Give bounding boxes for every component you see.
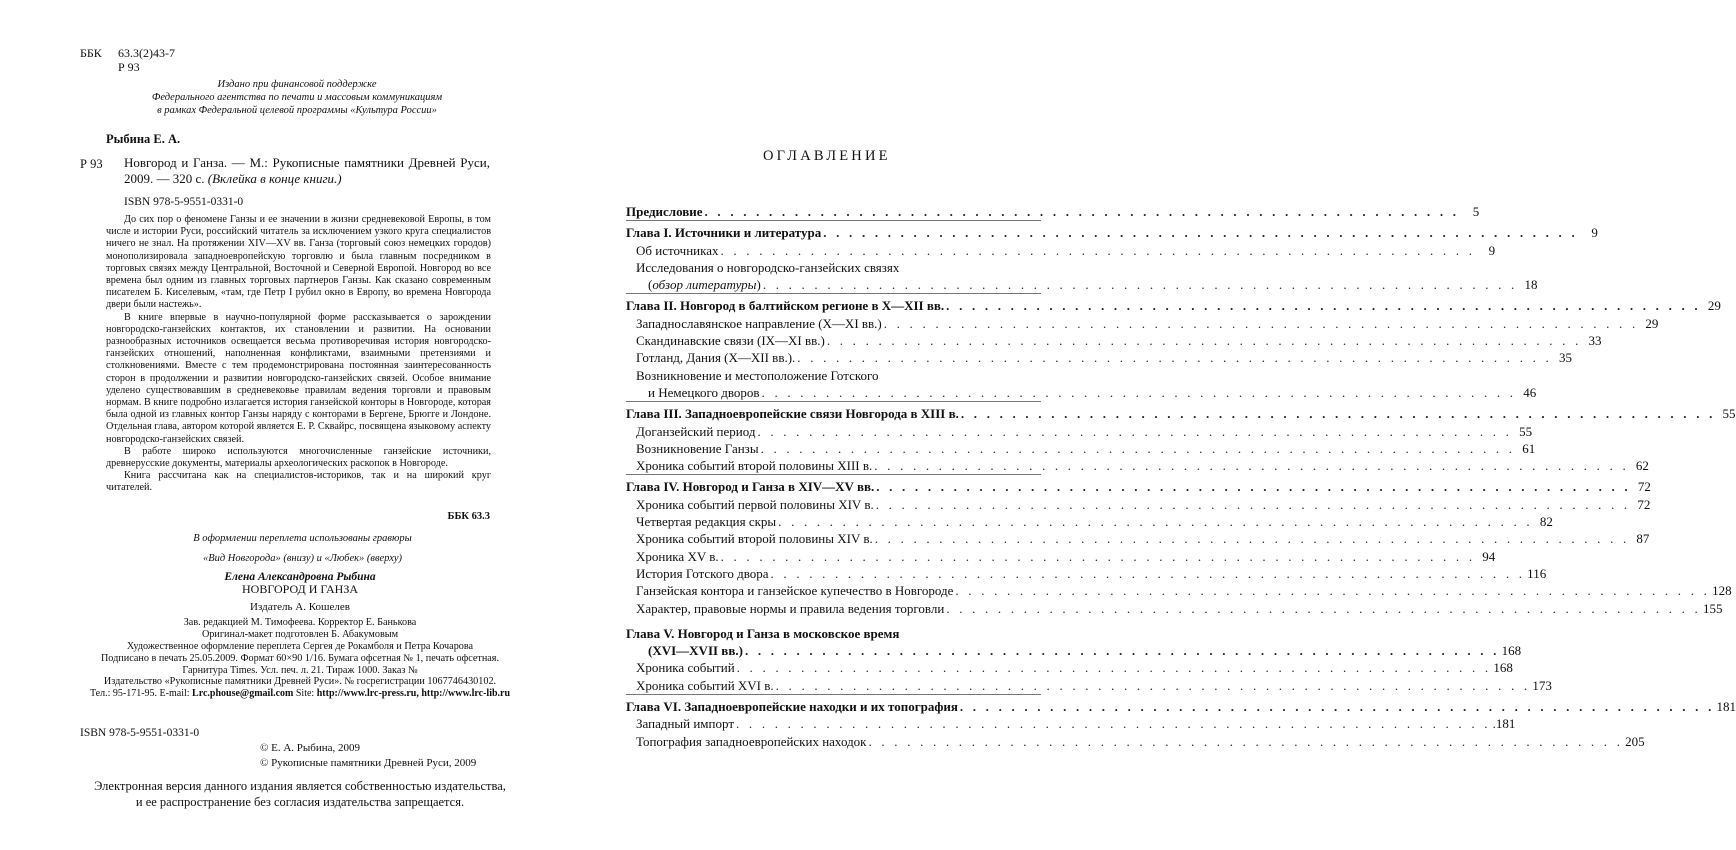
toc-leader-dots: . . . . . . . . . . . . . . . . . . . . . . . . . . . . . . . . . . . . . . . . . . . . . . . . . . . . . . . . . . .: [876, 479, 1631, 495]
toc-divider: [626, 401, 1041, 402]
toc-page-number: .181: [1492, 716, 1516, 732]
electronic-line: и ее распространение без согласия издательства запрещается.: [135, 794, 465, 809]
abstract-paragraph: В работе широко используются многочисленные ганзейские источники, древнерусские документы, материалы археологических раскопок в Новгороде.: [106, 445, 491, 470]
toc-page-number: 72: [1637, 496, 1651, 512]
copyright-publisher: © Рукописные памятники Древней Руси, 2009: [260, 757, 477, 769]
toc-leader-dots: . . . . . . . . . . . . . . . . . . . . . . . . . . . . . . . . . . . . . . . . . . . . . . . . . . . . . . . . . . .: [704, 204, 1460, 219]
imprint-author: Елена Александровна Рыбина: [224, 571, 376, 583]
imprint-book-title: НОВГОРОД И ГАНЗА: [241, 581, 359, 596]
toc-section[interactable]: [626, 496, 1651, 513]
toc-page-number: 168: [1493, 660, 1513, 676]
title-main: Новгород и Ганза. — М.: Рукописные памятники Древней Руси, 2009. — 320 с.: [124, 155, 490, 186]
toc-divider: [626, 474, 1041, 475]
imprint-publisher: Издатель А. Кошелев: [250, 600, 350, 613]
toc-chapter[interactable]: [626, 224, 1598, 241]
imprint-line: Оригинал-макет подготовлен Б. Абакумовым: [201, 629, 399, 641]
contacts-prefix: Тел.: 95-171-95. E-mail:: [89, 688, 193, 700]
toc-section[interactable]: [626, 548, 1496, 565]
toc-leader-dots: . . . . . . . . . . . . . . . . . . . . . . . . . . . . . . . . . . . . . . . . . . . . . . . . . . . . . . . . . . .: [736, 716, 1491, 732]
contacts-email[interactable]: Lrc.phouse@gmail.com: [192, 688, 294, 700]
toc-leader-dots: . . . . . . . . . . . . . . . . . . . . . . . . . . . . . . . . . . . . . . . . . . . . . . . . . . . . . . . . . . .: [775, 677, 1531, 693]
toc-leader-dots: . . . . . . . . . . . . . . . . . . . . . . . . . . . . . . . . . . . . . . . . . . . . . . . . . . . . . . . . . . .: [744, 643, 1500, 659]
toc-divider: [626, 293, 1041, 294]
toc-leader-dots: . . . . . . . . . . . . . . . . . . . . . . . . . . . . . . . . . . . . . . . . . . . . . . . . . . . . . . . . . . .: [875, 496, 1631, 512]
toc-entry-title: Предисловие: [626, 204, 703, 219]
toc-divider: [626, 694, 1041, 695]
toc-page-number: 173: [1532, 677, 1552, 693]
abstract-paragraph: До сих пор о феномене Ганзы и ее значении в жизни средневековой Европы, в том числе и истории Руси, российский читатель за исключением узкого круга специалистов ничего не знал. На протяжении XIV—XV вв. Ганза (торговый союз немецких городов) монополизировала западноевропейскую торговлю и была главным посредником в торговых связях между Центральной, Восточной и Северной Европой. Новгород во все времена был одним из главных торговых партнеров Ганзы. Как сказано современным писателем Б. Киселевым, «там, где Петр I рубил окно в Европу, во времена Новгорода двери были настежь».: [106, 214, 491, 311]
toc-entry-title: Готланд, Дания (X—XII вв.).: [636, 350, 796, 366]
toc-leader-dots: . . . . . . . . . . . . . . . . . . . . . . . . . . . . . . . . . . . . . . . . . . . . . . . . . . . . . . . . . . .: [770, 565, 1526, 581]
isbn-top: ISBN 978-5-9551-0331-0: [124, 196, 244, 208]
toc-leader-dots: . . . . . . . . . . . . . . . . . . . . . . . . . . . . . . . . . . . . . . . . . . . . . . . . . . . . . . . . . . .: [826, 333, 1582, 349]
toc-leader-dots: . . . . . . . . . . . . . . . . . . . . . . . . . . . . . . . . . . . . . . . . . . . . . . . . . . . . . . . . . . .: [883, 315, 1639, 331]
toc-page-number: 29: [1645, 315, 1659, 331]
toc-entry-title: Топография западноевропейских находок: [636, 733, 867, 749]
toc-entry-title: Скандинавские связи (IX—XI вв.): [636, 333, 825, 349]
toc-chapter[interactable]: [626, 698, 1736, 715]
toc-section[interactable]: [626, 332, 1602, 349]
toc-section[interactable]: [626, 367, 1041, 384]
toc-entry-title: Хроника событий XVI в.: [636, 677, 774, 693]
toc-entry-title: Хроника событий второй половины XIII в.: [636, 458, 873, 474]
toc-entry-title: Глава III. Западноевропейские связи Новгорода в XIII в.: [626, 406, 959, 422]
toc-section[interactable]: [626, 349, 1572, 366]
toc-page-number: 168: [1501, 643, 1522, 659]
toc-page-number: 55: [1519, 423, 1533, 439]
toc-page-number: 46: [1523, 384, 1537, 400]
imprint-line: Подписано в печать 25.05.2009. Формат 60×90 1/16. Бумага офсетная № 1, печать офсетная.: [100, 652, 500, 664]
contacts-sites[interactable]: http://www.lrc-press.ru, http://www.lrc-lib.ru: [316, 688, 511, 700]
toc-section[interactable]: [626, 276, 1538, 293]
toc-entry-title: Глава I. Источники и литература: [626, 225, 822, 241]
toc-page-number: 18: [1524, 277, 1538, 293]
toc-entry-title: Хроника XV в.: [636, 548, 719, 564]
toc-page-number: 82: [1539, 514, 1553, 530]
bbk-label: ББК: [80, 46, 102, 60]
toc-page-number: 87: [1636, 531, 1650, 547]
contacts: [80, 688, 520, 700]
toc-page-number: 55: [1722, 406, 1736, 422]
toc-gap: [626, 617, 1041, 625]
catalog-code: Р 93: [80, 157, 103, 171]
toc-chapter[interactable]: [626, 642, 1522, 659]
toc-entry-title: Глава IV. Новгород и Ганза в XIV—XV вв.: [626, 479, 875, 495]
toc-entry-title: Четвертая редакция скры: [636, 514, 777, 530]
electronic-line: Электронная версия данного издания является собственностью издательства,: [94, 779, 506, 793]
table-of-contents: [626, 203, 1736, 750]
toc-section[interactable]: [626, 582, 1732, 599]
toc-chapter[interactable]: [626, 203, 1480, 220]
toc-leader-dots: . . . . . . . . . . . . . . . . . . . . . . . . . . . . . . . . . . . . . . . . . . . . . . . . . . . . . . . . . . .: [823, 225, 1578, 241]
toc-page-number: 205: [1625, 733, 1645, 749]
imprint: [80, 572, 520, 700]
right-page: [563, 0, 1736, 850]
toc-chapter[interactable]: [626, 297, 1721, 314]
imprint-line: Гарнитура Times. Усл. печ. л. 21. Тираж 1000. Заказ №: [182, 664, 418, 676]
toc-leader-dots: . . . . . . . . . . . . . . . . . . . . . . . . . . . . . . . . . . . . . . . . . . . . . . . . . . . . . . . . . . .: [960, 406, 1716, 422]
toc-entry-title: Исследования о новгородско-ганзейских связях: [636, 259, 900, 275]
toc-leader-dots: . . . . . . . . . . . . . . . . . . . . . . . . . . . . . . . . . . . . . . . . . . . . . . . . . . . . . . . . . . .: [778, 514, 1533, 530]
toc-section[interactable]: [626, 384, 1537, 401]
toc-section[interactable]: [626, 530, 1650, 547]
toc-page-number: 116: [1527, 565, 1547, 581]
toc-entry-title: Западный импорт: [636, 716, 735, 732]
toc-entry-title: Хроника событий второй половины XIV в.: [636, 531, 873, 547]
toc-leader-dots: . . . . . . . . . . . . . . . . . . . . . . . . . . . . . . . . . . . . . . . . . . . . . . . . . . . . . . . . . . .: [874, 531, 1630, 547]
design-line: «Вид Новгорода» (внизу) и «Любек» (вверху): [202, 553, 403, 564]
toc-entry-title: История Готского двора: [636, 565, 769, 581]
imprint-line: Художественное оформление переплета Сергея де Рокамболя и Петра Кочарова: [126, 640, 474, 652]
grant-notice: [120, 78, 474, 117]
toc-section[interactable]: [626, 242, 1496, 259]
toc-leader-dots: . . . . . . . . . . . . . . . . . . . . . . . . . . . . . . . . . . . . . . . . . . . . . . . . . . . . . . . . . . .: [761, 384, 1517, 400]
toc-page-number: 61: [1522, 440, 1536, 456]
toc-leader-dots: . . . . . . . . . . . . . . . . . . . . . . . . . . . . . . . . . . . . . . . . . . . . . . . . . . . . . . . . . . .: [946, 600, 1701, 616]
toc-page-number: 29: [1707, 298, 1721, 314]
grant-line: в рамках Федеральной целевой программы «Культура России»: [157, 105, 437, 116]
toc-entry-title: Глава VI. Западноевропейские находки и их топография: [626, 699, 958, 715]
toc-entry-title: Хроника событий: [636, 660, 735, 676]
toc-leader-dots: . . . . . . . . . . . . . . . . . . . . . . . . . . . . . . . . . . . . . . . . . . . . . . . . . . . . . . . . . . .: [946, 298, 1701, 314]
toc-entry-title: Глава V. Новгород и Ганза в московское время: [626, 625, 900, 641]
toc-entry-title: Доганзейский период: [636, 423, 756, 439]
toc-leader-dots: . . . . . . . . . . . . . . . . . . . . . . . . . . . . . . . . . . . . . . . . . . . . . . . . . . . . . . . . . . .: [868, 733, 1624, 749]
toc-leader-dots: . . . . . . . . . . . . . . . . . . . . . . . . . . . . . . . . . . . . . . . . . . . . . . . . . . . . . . . . . . .: [720, 548, 1476, 564]
toc-leader-dots: . . . . . . . . . . . . . . . . . . . . . . . . . . . . . . . . . . . . . . . . . . . . . . . . . . . . . . . . . . .: [736, 660, 1492, 676]
cover-design-note: [110, 529, 495, 569]
imprint-line: Издательство «Рукописные памятники Древней Руси». № госрегистрации 1067746430102.: [103, 676, 497, 688]
toc-chapter[interactable]: [626, 405, 1736, 422]
toc-page-number: 72: [1637, 479, 1651, 495]
title-note: (Вклейка в конце книги.): [207, 171, 342, 186]
grant-line: Федерального агентства по печати и массовым коммуникациям: [151, 92, 443, 103]
toc-entry-title: Возникновение Ганзы: [636, 440, 759, 456]
toc-entry-title: Хроника событий первой половины XIV в.: [636, 496, 874, 512]
toc-entry-title: и Немецкого дворов: [648, 384, 760, 400]
toc-entry-title: Возникновение и местоположение Готского: [636, 367, 879, 383]
toc-leader-dots: . . . . . . . . . . . . . . . . . . . . . . . . . . . . . . . . . . . . . . . . . . . . . . . . . . . . . . . . . . .: [955, 583, 1711, 599]
toc-section[interactable]: [626, 565, 1547, 582]
toc-leader-dots: . . . . . . . . . . . . . . . . . . . . . . . . . . . . . . . . . . . . . . . . . . . . . . . . . . . . . . . . . . .: [720, 242, 1476, 258]
toc-section[interactable]: [626, 733, 1645, 750]
toc-section[interactable]: [626, 315, 1659, 332]
isbn-bottom: ISBN 978-5-9551-0331-0: [80, 727, 200, 739]
abstract-paragraph: В книге впервые в научно-популярной форме рассказывается о зарождении новгородско-ганзейских контактов, их становлении и развитии. На основании разнообразных источников освещается весьма противоречивая история новгородско-ганзейских отношений, наполненная конфликтами, взаимными претензиями и столкновениями. Вместе с тем продемонстрирована постоянная заинтересованность сторон в продолжении и развитии новгородско-ганзейских связей. Особое внимание уделено существовавшим в средневековье правилам ведения торговли и правовым нормам. В книге подробно излагается история ганзейской конторы в Новгороде, которая была одной из главных контор Ганзы наряду с конторами в Бергене, Брюгге и Лондоне. Отдельная глава, автором которой является Е. Р. Сквайрс, посвящена языковому аспекту новгородско-ганзейских связей.: [106, 311, 491, 445]
imprint-line: Зав. редакцией М. Тимофеева. Корректор Е. Банькова: [183, 617, 417, 629]
toc-page-number: 35: [1558, 350, 1572, 366]
toc-section[interactable]: [626, 600, 1723, 617]
toc-section[interactable]: [626, 677, 1552, 694]
toc-title: ОГЛАВЛЕНИЕ: [763, 148, 891, 164]
toc-section[interactable]: [626, 659, 1513, 676]
toc-page-number: 5: [1472, 204, 1480, 219]
toc-section[interactable]: [626, 715, 1516, 732]
toc-chapter[interactable]: [626, 625, 1041, 642]
toc-page-number: 9: [1488, 242, 1496, 258]
bbk-block: [80, 46, 175, 74]
copyright: [220, 741, 520, 771]
toc-leader-dots: . . . . . . . . . . . . . . . . . . . . . . . . . . . . . . . . . . . . . . . . . . . . . . . . . . . . . . . . . . .: [874, 458, 1629, 474]
toc-entry-title: Характер, правовые нормы и правила ведения торговли: [636, 600, 945, 616]
toc-page-number: 155: [1702, 600, 1723, 616]
toc-page-number: 128: [1712, 583, 1732, 599]
electronic-notice: [70, 779, 530, 810]
toc-section[interactable]: [626, 513, 1553, 530]
toc-leader-dots: . . . . . . . . . . . . . . . . . . . . . . . . . . . . . . . . . . . . . . . . . . . . . . . . . . . . . . . . . . .: [757, 423, 1513, 439]
toc-page-number: 62: [1635, 458, 1649, 474]
toc-section[interactable]: [626, 259, 1041, 276]
toc-page-number: 9: [1591, 225, 1598, 241]
toc-page-number: 181: [1716, 699, 1736, 715]
toc-leader-dots: . . . . . . . . . . . . . . . . . . . . . . . . . . . . . . . . . . . . . . . . . . . . . . . . . . . . . . . . . . .: [760, 440, 1516, 456]
abstract-paragraph: Книга рассчитана как на специалистов-историков, так и на широкий круг читателей.: [106, 470, 491, 494]
bbk-footer: ББК 63.3: [447, 511, 490, 522]
bibliographic-title: [124, 155, 490, 187]
abstract: [106, 214, 491, 495]
author-name: Рыбина Е. А.: [106, 132, 181, 146]
toc-entry-title: (XVI—XVII вв.): [648, 643, 743, 659]
toc-section[interactable]: [626, 440, 1536, 457]
toc-leader-dots: . . . . . . . . . . . . . . . . . . . . . . . . . . . . . . . . . . . . . . . . . . . . . . . . . . . . . . . . . . .: [959, 699, 1715, 715]
toc-entry-title: Западнославянское направление (X—XI вв.): [636, 315, 882, 331]
grant-line: Издано при финансовой поддержке: [217, 79, 377, 90]
toc-section[interactable]: [626, 423, 1533, 440]
bbk-code: 63.3(2)43-7: [118, 46, 175, 60]
toc-entry-title: Об источниках: [636, 242, 719, 258]
contacts-site-label: Site:: [293, 688, 317, 700]
copyright-author: © Е. А. Рыбина, 2009: [260, 742, 361, 754]
toc-leader-dots: . . . . . . . . . . . . . . . . . . . . . . . . . . . . . . . . . . . . . . . . . . . . . . . . . . . . . . . . . . .: [762, 277, 1518, 293]
toc-page-number: 33: [1588, 333, 1602, 349]
toc-entry-title: (обзор литературы): [648, 277, 761, 293]
toc-entry-title: Ганзейская контора и ганзейское купечество в Новгороде: [636, 583, 954, 599]
toc-entry-title: Глава II. Новгород в балтийском регионе в X—XII вв.: [626, 298, 945, 314]
r-code: Р 93: [118, 60, 140, 74]
toc-chapter[interactable]: [626, 478, 1651, 495]
left-page: [0, 0, 563, 850]
toc-leader-dots: . . . . . . . . . . . . . . . . . . . . . . . . . . . . . . . . . . . . . . . . . . . . . . . . . . . . . . . . . . .: [797, 350, 1552, 366]
toc-section[interactable]: [626, 457, 1649, 474]
toc-divider: [626, 220, 1041, 221]
toc-page-number: 94: [1482, 548, 1496, 564]
design-line: В оформлении переплета использованы гравюры: [193, 533, 412, 544]
